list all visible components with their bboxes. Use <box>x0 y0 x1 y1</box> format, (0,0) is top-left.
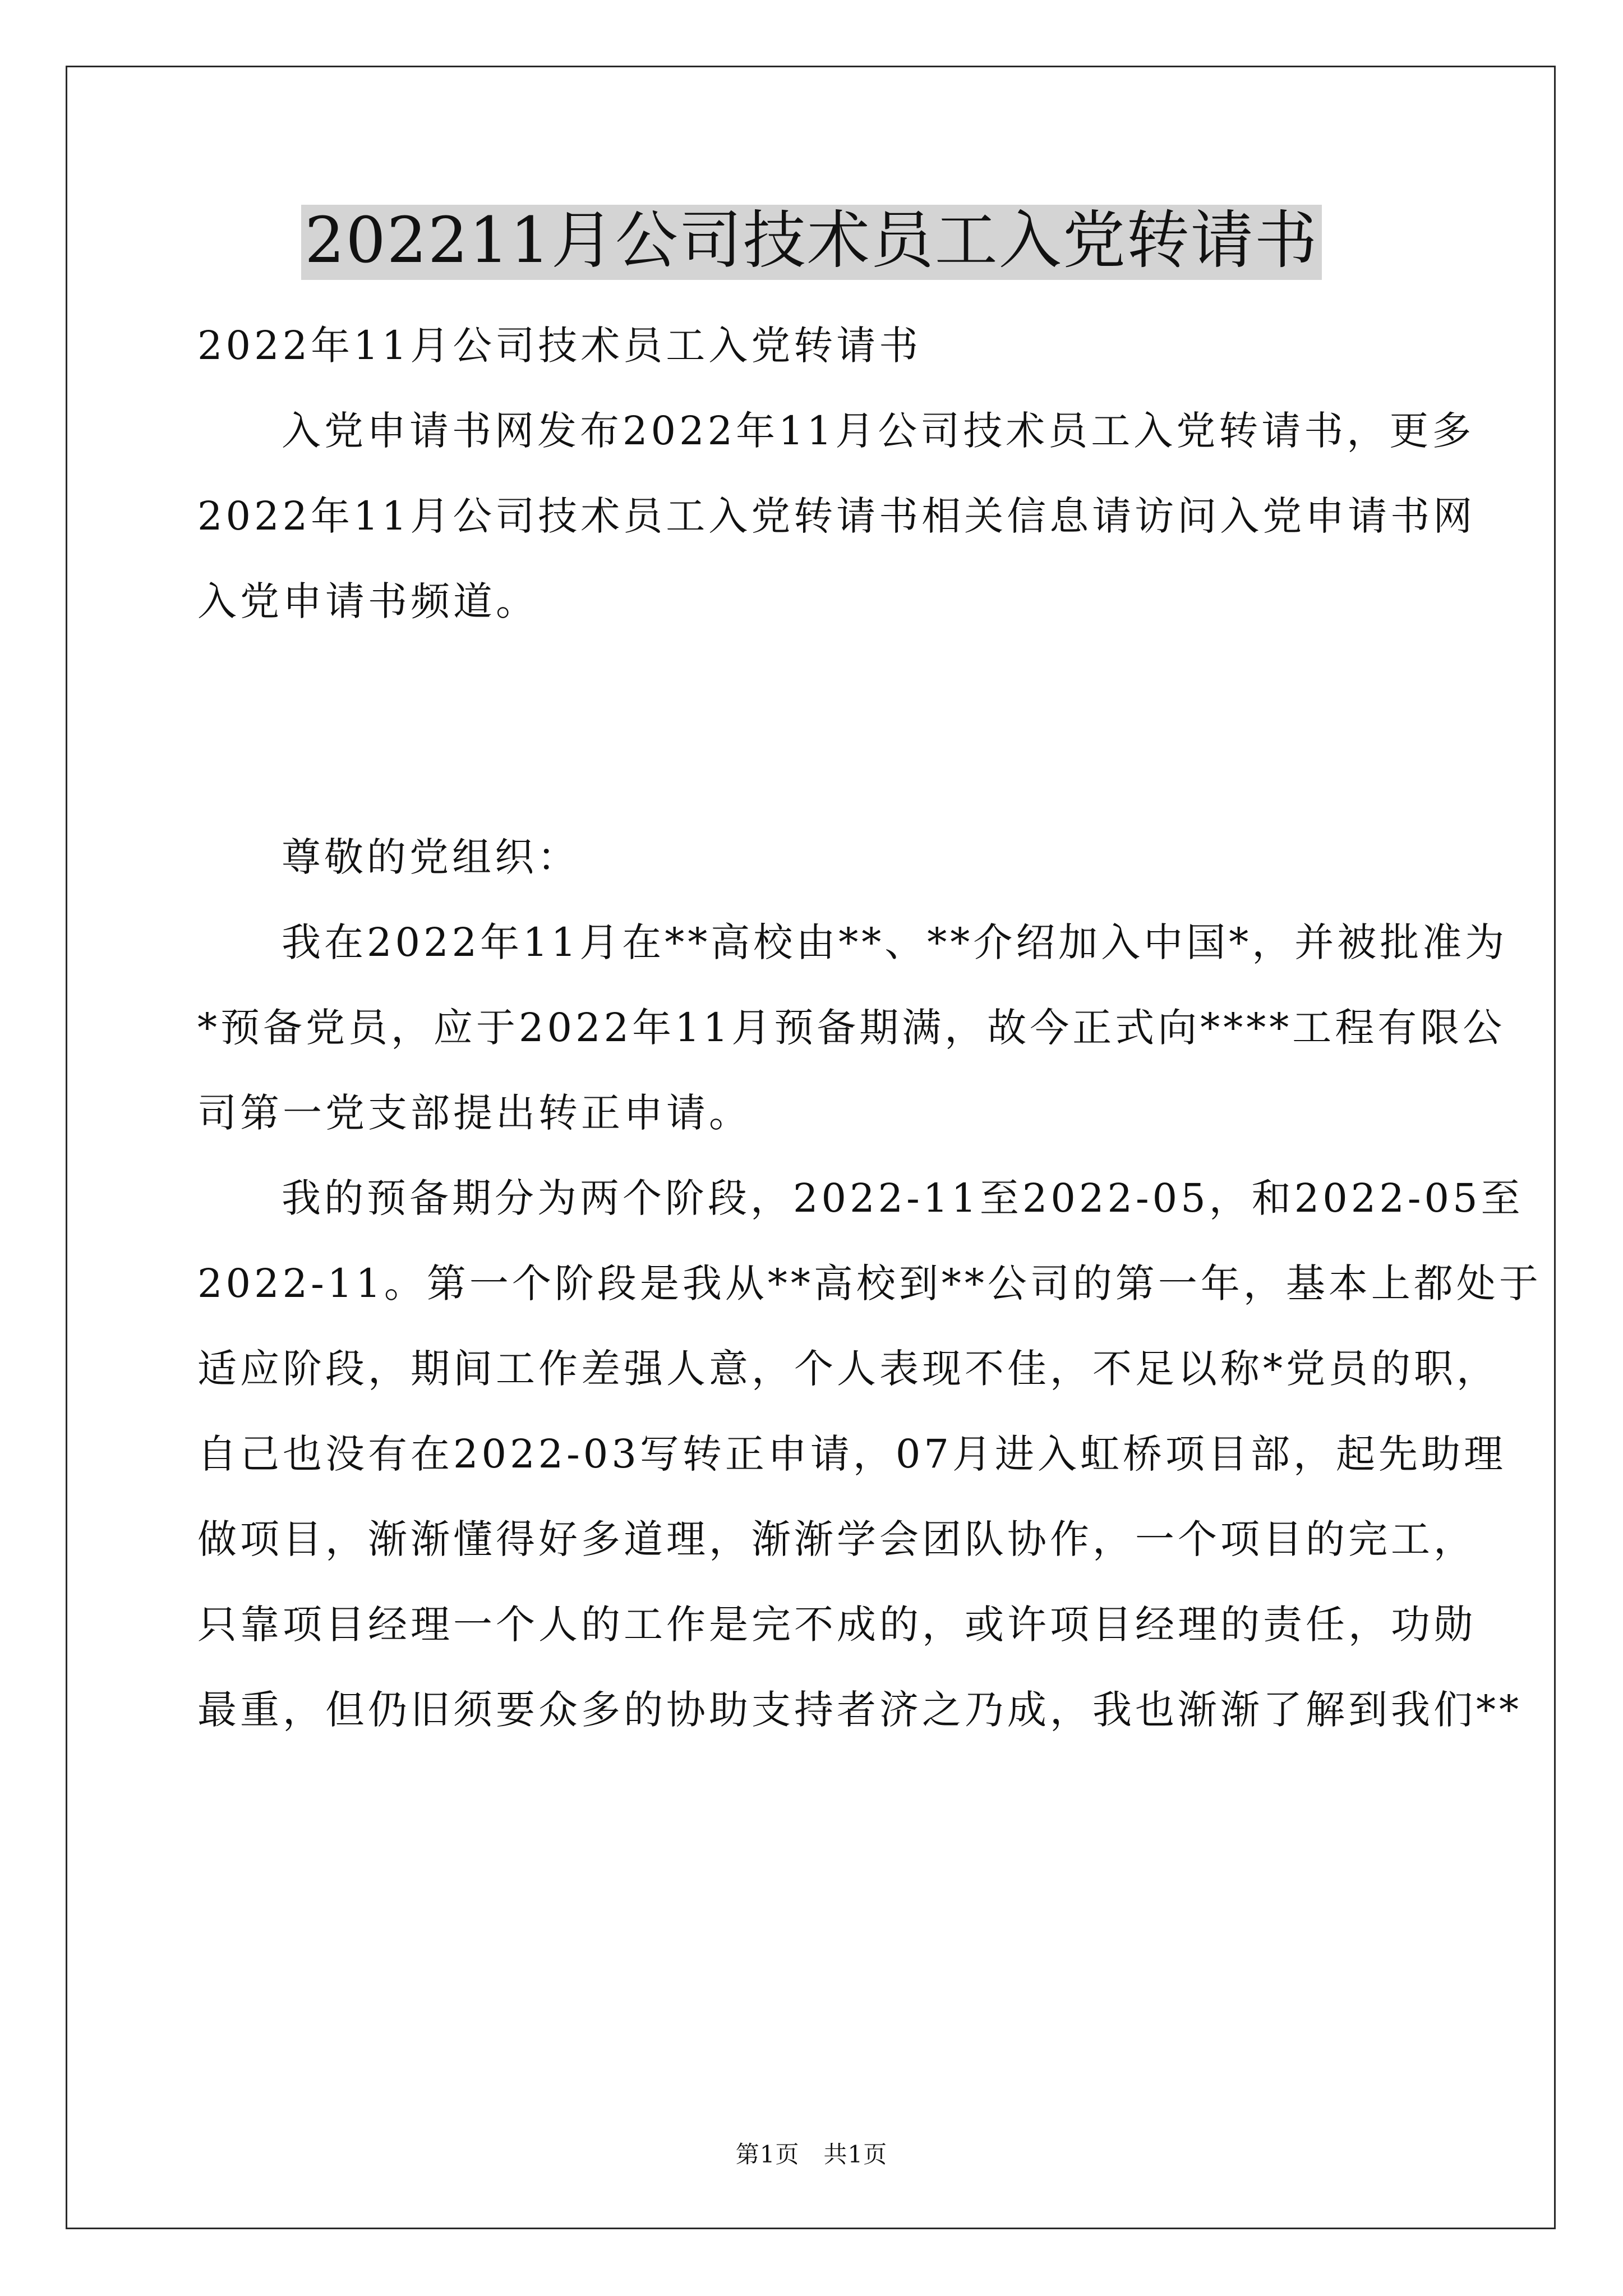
paragraph-spacer <box>197 644 1420 815</box>
body-line: 我在2022年11月在**高校由**、**介绍加入中国*，并被批准为 <box>282 919 1508 965</box>
body-line: 2022-11。第一个阶段是我从**高校到**公司的第一年，基本上都处于 <box>197 1260 1542 1306</box>
document-title <box>0 205 1623 280</box>
body-line: 入党申请书频道。 <box>197 578 538 624</box>
body-line: 最重，但仍旧须要众多的协助支持者济之乃成，我也渐渐了解到我们** <box>197 1687 1522 1733</box>
body-line: 2022年11月公司技术员工入党转请书 <box>197 323 922 369</box>
body-line: 2022年11月公司技术员工入党转请书相关信息请访问入党申请书网 <box>197 493 1476 539</box>
salutation: 尊敬的党组织： <box>282 834 580 880</box>
body-line: 适应阶段，期间工作差强人意，个人表现不佳，不足以称*党员的职， <box>197 1346 1499 1392</box>
body-line: 我的预备期分为两个阶段，2022-11至2022-05，和2022-05至 <box>282 1175 1524 1221</box>
body-line: 做项目，渐渐懂得好多道理，渐渐学会团队协作，一个项目的完工， <box>197 1516 1476 1562</box>
body-line: 司第一党支部提出转正申请。 <box>197 1090 751 1136</box>
body-line: 自己也没有在2022-03写转正申请，07月进入虹桥项目部，起先助理 <box>197 1431 1506 1477</box>
document-body <box>197 303 1542 1752</box>
page-footer: 第1页 共1页 <box>735 2141 888 2168</box>
body-line: *预备党员，应于2022年11月预备期满，故今正式向****工程有限公 <box>197 1005 1506 1051</box>
body-line: 入党申请书网发布2022年11月公司技术员工入党转请书，更多 <box>282 408 1475 454</box>
body-line: 只靠项目经理一个人的工作是完不成的，或许项目经理的责任，功勋 <box>197 1602 1476 1648</box>
document-title-text: 202211月公司技术员工入党转请书 <box>301 205 1322 280</box>
